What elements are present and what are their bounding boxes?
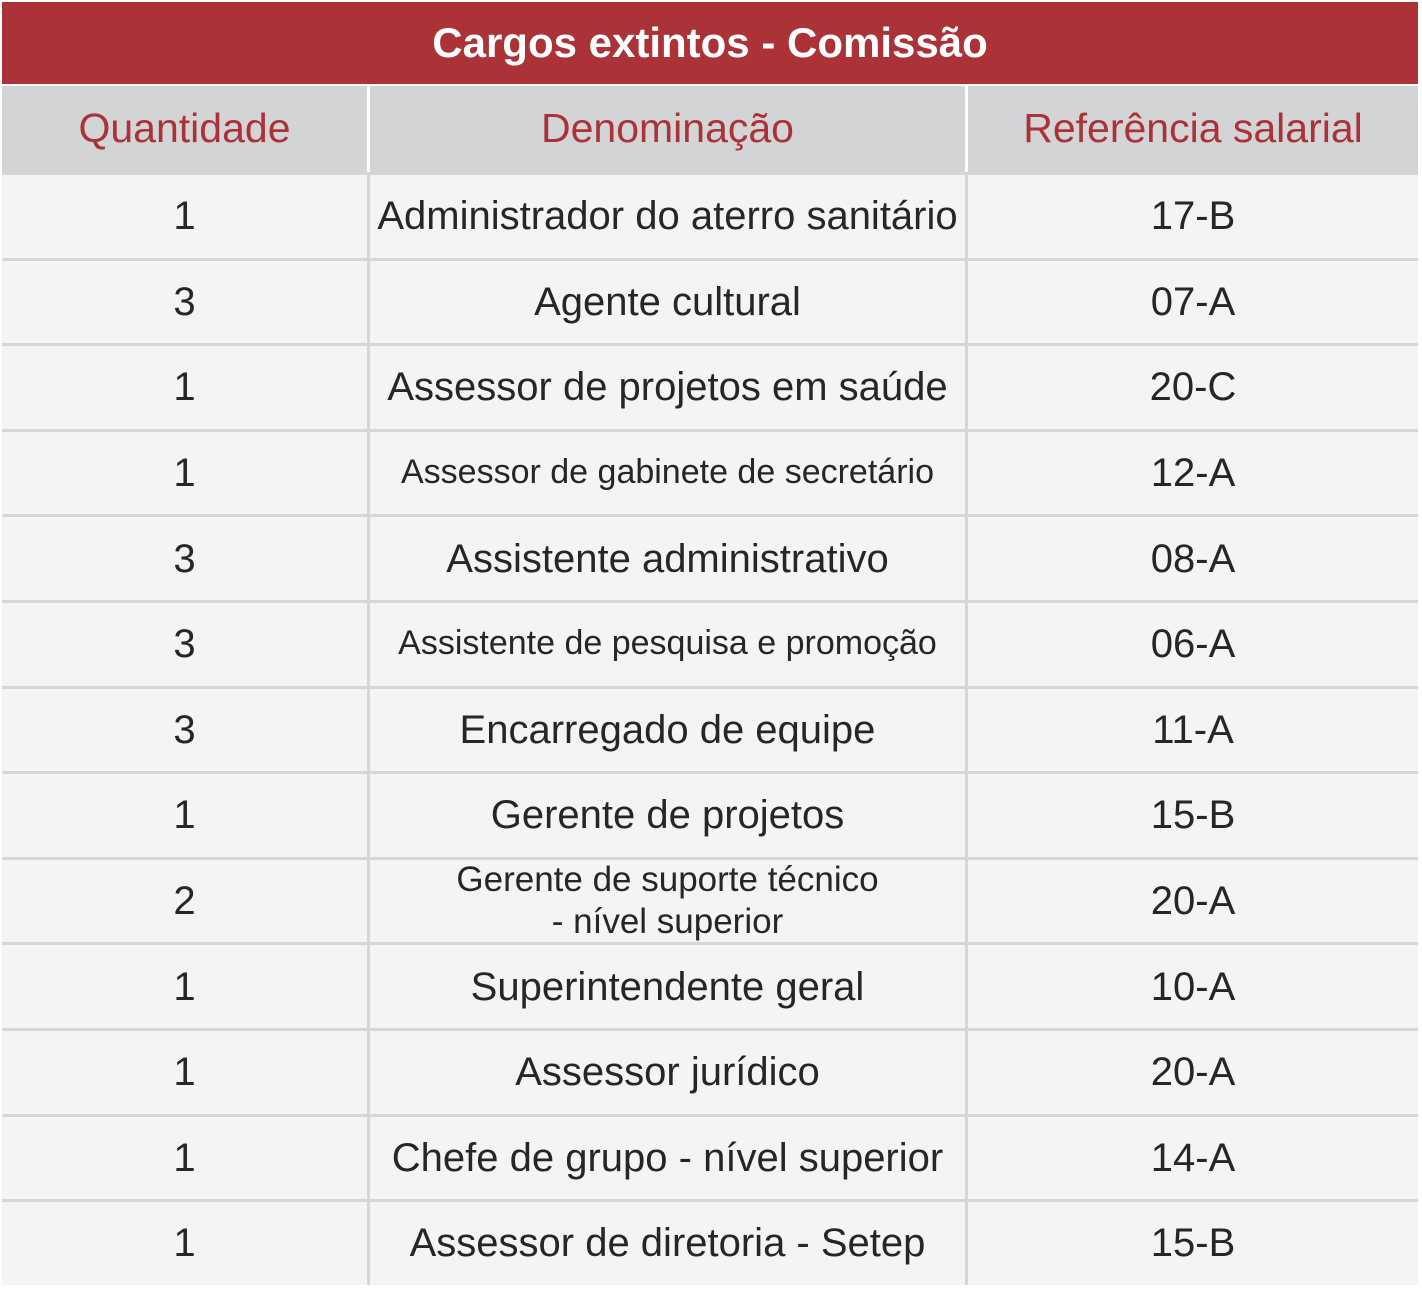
- cell-quantidade: 1: [2, 942, 367, 1028]
- cargos-table: [2, 2, 1418, 1285]
- cell-referencia: 08-A: [965, 514, 1418, 600]
- table-row: [2, 600, 1418, 686]
- cell-denominacao: Assessor de gabinete de secretário: [367, 429, 965, 515]
- cell-referencia: 07-A: [965, 258, 1418, 344]
- column-header-quantidade: Quantidade: [2, 86, 367, 172]
- cell-denominacao: Superintendente geral: [367, 942, 965, 1028]
- table-row: [2, 1199, 1418, 1285]
- cell-denominacao: Assessor de projetos em saúde: [367, 343, 965, 429]
- cell-referencia: 17-B: [965, 172, 1418, 258]
- table-row: [2, 1114, 1418, 1200]
- cell-denominacao: Agente cultural: [367, 258, 965, 344]
- cell-quantidade: 2: [2, 857, 367, 943]
- table-row: [2, 686, 1418, 772]
- cell-denominacao: Assessor de diretoria - Setep: [367, 1199, 965, 1285]
- cell-denominacao: Gerente de suporte técnico - nível superior: [367, 857, 965, 943]
- cell-denominacao: Encarregado de equipe: [367, 686, 965, 772]
- cell-denominacao: Chefe de grupo - nível superior: [367, 1114, 965, 1200]
- cell-quantidade: 1: [2, 429, 367, 515]
- cell-referencia: 20-A: [965, 1028, 1418, 1114]
- cell-referencia: 11-A: [965, 686, 1418, 772]
- cell-referencia: 12-A: [965, 429, 1418, 515]
- table-row: [2, 771, 1418, 857]
- cell-quantidade: 3: [2, 600, 367, 686]
- cell-denominacao: Administrador do aterro sanitário: [367, 172, 965, 258]
- cell-referencia: 14-A: [965, 1114, 1418, 1200]
- cell-referencia: 15-B: [965, 771, 1418, 857]
- cell-quantidade: 3: [2, 686, 367, 772]
- cell-quantidade: 1: [2, 343, 367, 429]
- table-row: [2, 258, 1418, 344]
- cell-referencia: 10-A: [965, 942, 1418, 1028]
- cell-denominacao: Assessor jurídico: [367, 1028, 965, 1114]
- cell-quantidade: 1: [2, 172, 367, 258]
- column-header-referencia-salarial: Referência salarial: [965, 86, 1418, 172]
- cell-referencia: 20-C: [965, 343, 1418, 429]
- cell-quantidade: 3: [2, 258, 367, 344]
- table-row: [2, 1028, 1418, 1114]
- table-row: [2, 172, 1418, 258]
- cell-referencia: 15-B: [965, 1199, 1418, 1285]
- table-row: [2, 857, 1418, 943]
- cell-quantidade: 3: [2, 514, 367, 600]
- cell-denominacao: Assistente de pesquisa e promoção: [367, 600, 965, 686]
- table-row: [2, 429, 1418, 515]
- column-header-denominacao: Denominação: [367, 86, 965, 172]
- cell-quantidade: 1: [2, 1114, 367, 1200]
- cell-referencia: 06-A: [965, 600, 1418, 686]
- table-row: [2, 343, 1418, 429]
- table-row: [2, 514, 1418, 600]
- table-title: Cargos extintos - Comissão: [2, 2, 1418, 84]
- header-row: [2, 86, 1418, 172]
- cell-quantidade: 1: [2, 771, 367, 857]
- cell-quantidade: 1: [2, 1199, 367, 1285]
- table-row: [2, 942, 1418, 1028]
- cell-denominacao: Assistente administrativo: [367, 514, 965, 600]
- cell-quantidade: 1: [2, 1028, 367, 1114]
- cell-denominacao: Gerente de projetos: [367, 771, 965, 857]
- cell-referencia: 20-A: [965, 857, 1418, 943]
